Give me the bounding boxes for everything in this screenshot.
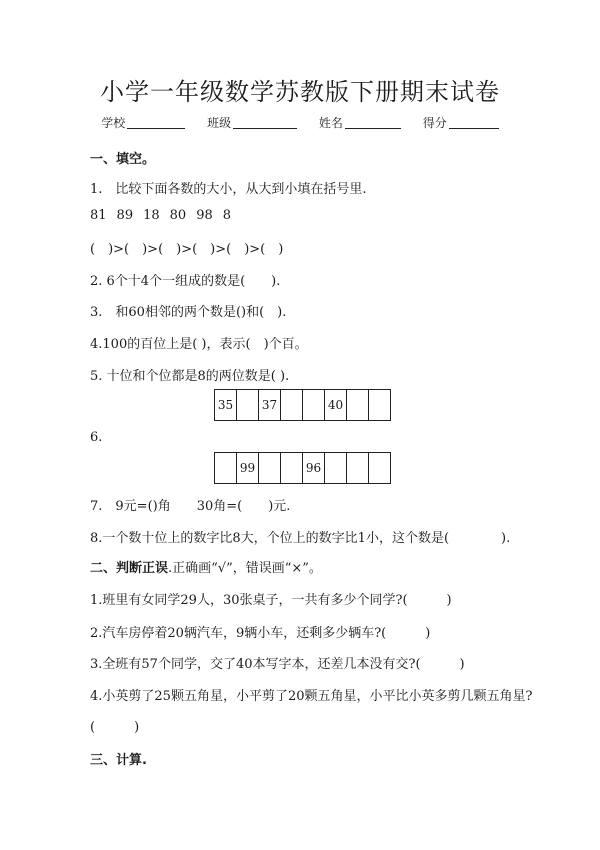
grid-cell[interactable]: 35 [214, 389, 237, 421]
judge-2: 2.汽车房停着20辆汽车，9辆小车，还剩多少辆车?( ) [90, 626, 431, 641]
question-7: 7. 9元=()角 30角=( )元. [90, 499, 291, 514]
score-label: 得分 [422, 116, 447, 130]
school-label: 学校 [101, 116, 126, 130]
judge-3: 3.全班有57个同学，交了40本写字本，还差几本没有交?( ) [90, 657, 465, 672]
number-item: 8 [222, 208, 232, 223]
grid-cell[interactable] [346, 389, 369, 421]
question-3: 3. 和60相邻的两个数是()和( ). [90, 305, 287, 320]
score-blank[interactable] [449, 116, 499, 129]
grid-cell[interactable] [258, 452, 281, 484]
question-5: 5. 十位和个位都是8的两位数是( ). [90, 369, 290, 384]
page-title: 小学一年级数学苏教版下册期末试卷 [100, 78, 500, 106]
number-grid-1 [214, 389, 390, 421]
grid-cell[interactable] [214, 452, 237, 484]
number-grid-2 [214, 452, 390, 484]
section-3-heading: 三、计算. [90, 753, 147, 768]
class-blank[interactable] [233, 116, 297, 129]
name-label: 姓名 [318, 116, 343, 130]
judge-4-answer: ( ) [90, 720, 140, 735]
grid-cell[interactable] [280, 452, 303, 484]
compare-row: ( )>( )>( )>( )>( )>( ) [90, 242, 284, 257]
section-2-instructions: .正确画“√”，错误画“×”。 [168, 561, 322, 576]
grid-cell[interactable] [236, 389, 259, 421]
question-2: 2. 6个十4个一组成的数是( ). [90, 274, 281, 289]
number-item: 89 [116, 208, 134, 223]
score-field [423, 114, 499, 131]
number-item: 80 [169, 208, 187, 223]
number-item: 81 [90, 208, 107, 223]
grid-cell[interactable] [280, 389, 303, 421]
question-8: 8.一个数十位上的数字比8大，个位上的数字比1小，这个数是( ). [90, 531, 511, 546]
judge-1: 1.班里有女同学29人，30张桌子，一共有多少个同学?( ) [90, 593, 452, 608]
name-field [319, 114, 401, 131]
question-1: 1. 比较下面各数的大小，从大到小填在括号里. [90, 182, 367, 197]
question-6: 6. [90, 430, 103, 445]
grid-cell[interactable] [368, 452, 391, 484]
grid-cell[interactable] [324, 452, 347, 484]
grid-cell[interactable]: 99 [236, 452, 259, 484]
section-2-title: 二、判断正误 [90, 561, 169, 576]
class-label: 班级 [207, 116, 232, 130]
number-item: 18 [143, 208, 160, 223]
section-2-heading [90, 557, 322, 576]
grid-cell[interactable] [346, 452, 369, 484]
question-4: 4.100的百位上是( )，表示( )个百。 [90, 337, 308, 352]
number-item: 98 [196, 208, 213, 223]
grid-cell[interactable] [302, 389, 325, 421]
name-blank[interactable] [345, 116, 401, 129]
grid-cell[interactable]: 96 [302, 452, 325, 484]
grid-cell[interactable]: 37 [258, 389, 281, 421]
school-blank[interactable] [127, 116, 185, 129]
section-1-heading: 一、填空。 [90, 152, 156, 167]
number-list [90, 208, 241, 223]
judge-4: 4.小英剪了25颗五角星，小平剪了20颗五角星，小平比小英多剪几颗五角星? [90, 689, 533, 704]
grid-cell[interactable]: 40 [324, 389, 347, 421]
grid-cell[interactable] [368, 389, 391, 421]
class-field [207, 114, 297, 131]
school-field [101, 114, 185, 131]
student-info-row [0, 114, 600, 131]
